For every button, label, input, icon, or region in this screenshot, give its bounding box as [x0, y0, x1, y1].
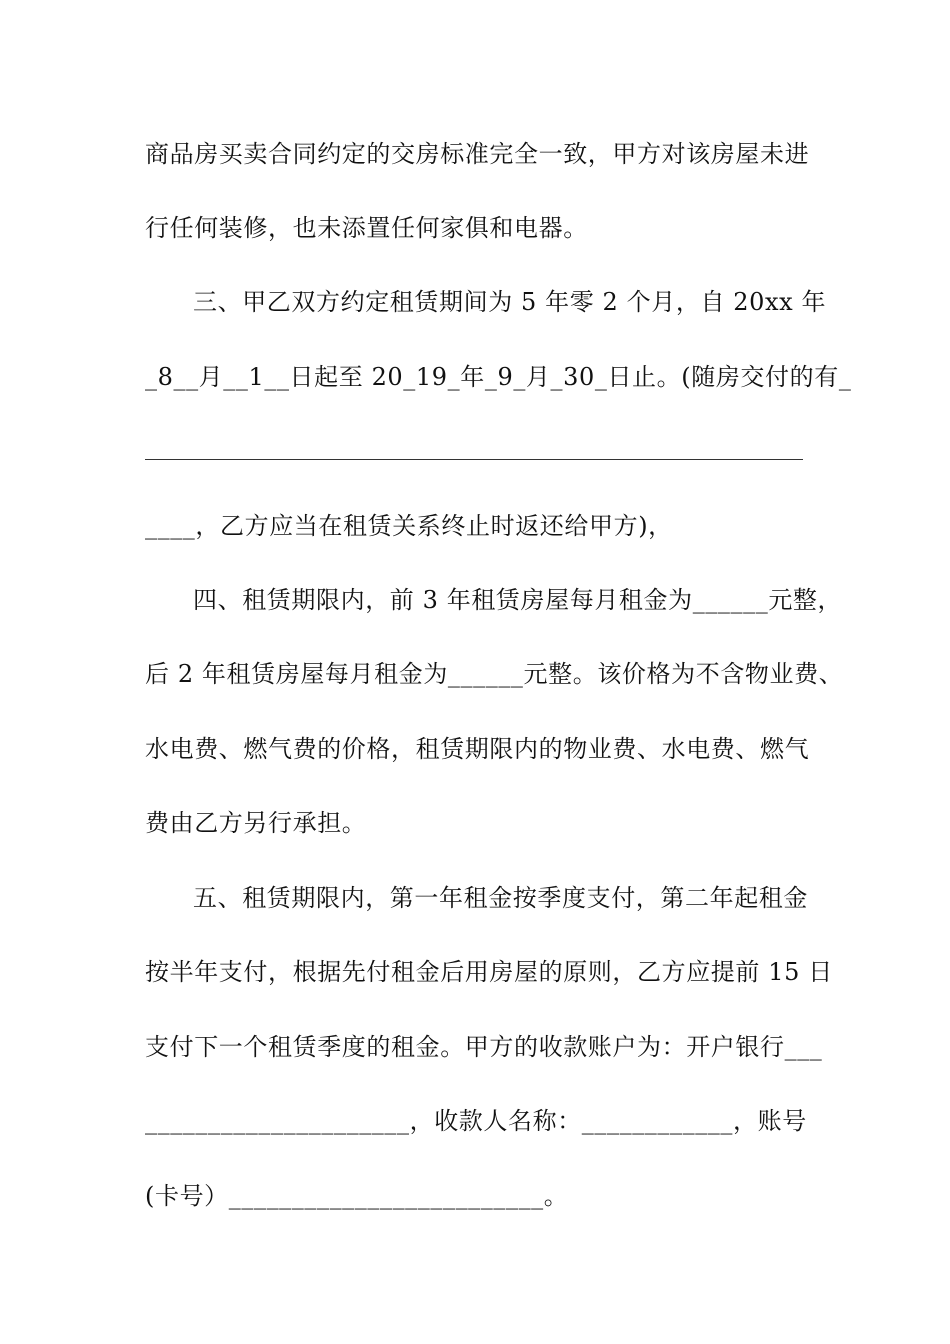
text-line-12: 支付下一个租赁季度的租金。甲方的收款账户为：开户银行___: [145, 1033, 823, 1061]
text-line-4: _8__月__1__日起至 20_19_年_9_月_30_日止。(随房交付的有_: [145, 363, 852, 391]
text-line-10: 五、租赁期限内，第一年租金按季度支付，第二年起租金: [193, 884, 808, 912]
text-line-14: (卡号）_________________________。: [145, 1182, 569, 1210]
text-line-1: 商品房买卖合同约定的交房标准完全一致，甲方对该房屋未进: [145, 140, 810, 168]
text-line-3: 三、甲乙双方约定租赁期间为 5 年零 2 个月，自 20xx 年: [193, 288, 827, 316]
text-line-5: ____，乙方应当在租赁关系终止时返还给甲方)，: [145, 512, 673, 540]
text-line-13: _____________________，收款人名称：____________，账号: [145, 1107, 807, 1135]
text-line-6: 四、租赁期限内，前 3 年租赁房屋每月租金为______元整，: [193, 586, 843, 614]
text-line-11: 按半年支付，根据先付租金后用房屋的原则，乙方应提前 15 日: [145, 958, 833, 986]
text-line-9: 费由乙方另行承担。: [145, 809, 367, 837]
blank-underline-rule: [145, 459, 803, 460]
text-line-8: 水电费、燃气费的价格，租赁期限内的物业费、水电费、燃气: [145, 735, 810, 763]
text-line-7: 后 2 年租赁房屋每月租金为______元整。该价格为不含物业费、: [145, 660, 844, 688]
text-line-2: 行任何装修，也未添置任何家俱和电器。: [145, 214, 588, 242]
